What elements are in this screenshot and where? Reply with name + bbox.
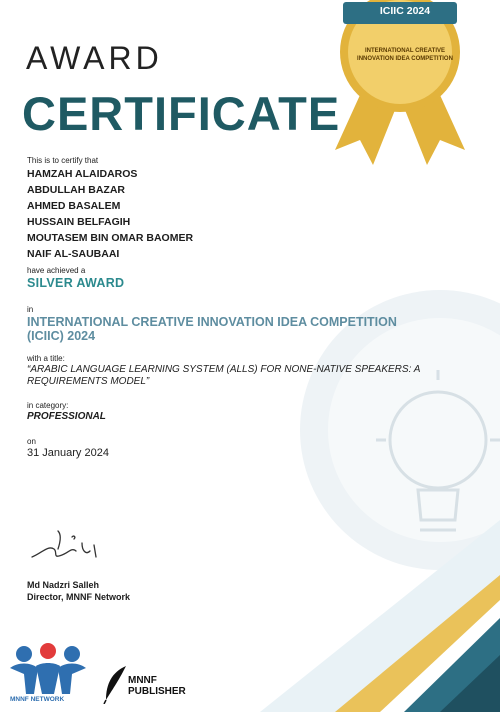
category-value: PROFESSIONAL — [27, 411, 106, 422]
signatory-role: Director, MNNF Network — [27, 592, 131, 602]
certificate-heading: CERTIFICATE — [22, 87, 341, 140]
medal-title: ICIIC 2024 — [379, 5, 431, 17]
achieved-label: have achieved a — [27, 266, 86, 275]
recipient-name: NAIF AL-SAUBAAI — [27, 248, 120, 260]
in-label: in — [27, 305, 34, 314]
on-label: on — [27, 437, 36, 446]
certify-intro: This is to certify that — [27, 156, 99, 165]
award-title: SILVER AWARD — [27, 276, 125, 290]
mnnf-network-label: MNNF NETWORK — [10, 696, 65, 703]
recipient-name: AHMED BASALEM — [27, 200, 121, 212]
quill-icon — [102, 664, 130, 704]
competition-title: INTERNATIONAL CREATIVE INNOVATION IDEA COMPETITION (ICIIC) 2024 — [27, 315, 397, 343]
medal-subtitle: INTERNATIONAL CREATIVE INNOVATION IDEA COMPETITION — [357, 48, 453, 62]
award-date: 31 January 2024 — [27, 447, 109, 459]
signatory-name: Md Nadzri Salleh — [27, 580, 100, 590]
category-label: in category: — [27, 401, 69, 410]
recipient-name: HUSSAIN BELFAGIH — [27, 216, 131, 228]
with-title-label: with a title: — [27, 354, 65, 363]
mnnf-publisher-label: MNNF PUBLISHER — [128, 675, 186, 697]
award-heading: AWARD — [26, 40, 163, 76]
paper-title: “ARABIC LANGUAGE LEARNING SYSTEM (ALLS) FOR NONE-NATIVE SPEAKERS: A REQUIREMENTS MODEL” — [27, 364, 421, 387]
recipient-name: HAMZAH ALAIDAROS — [27, 168, 138, 180]
recipient-name: MOUTASEM BIN OMAR BAOMER — [27, 232, 194, 244]
mnnf-network-logo — [8, 642, 88, 696]
recipient-name: ABDULLAH BAZAR — [27, 184, 125, 196]
signature-image — [28, 525, 108, 567]
medal-icon — [325, 0, 475, 170]
